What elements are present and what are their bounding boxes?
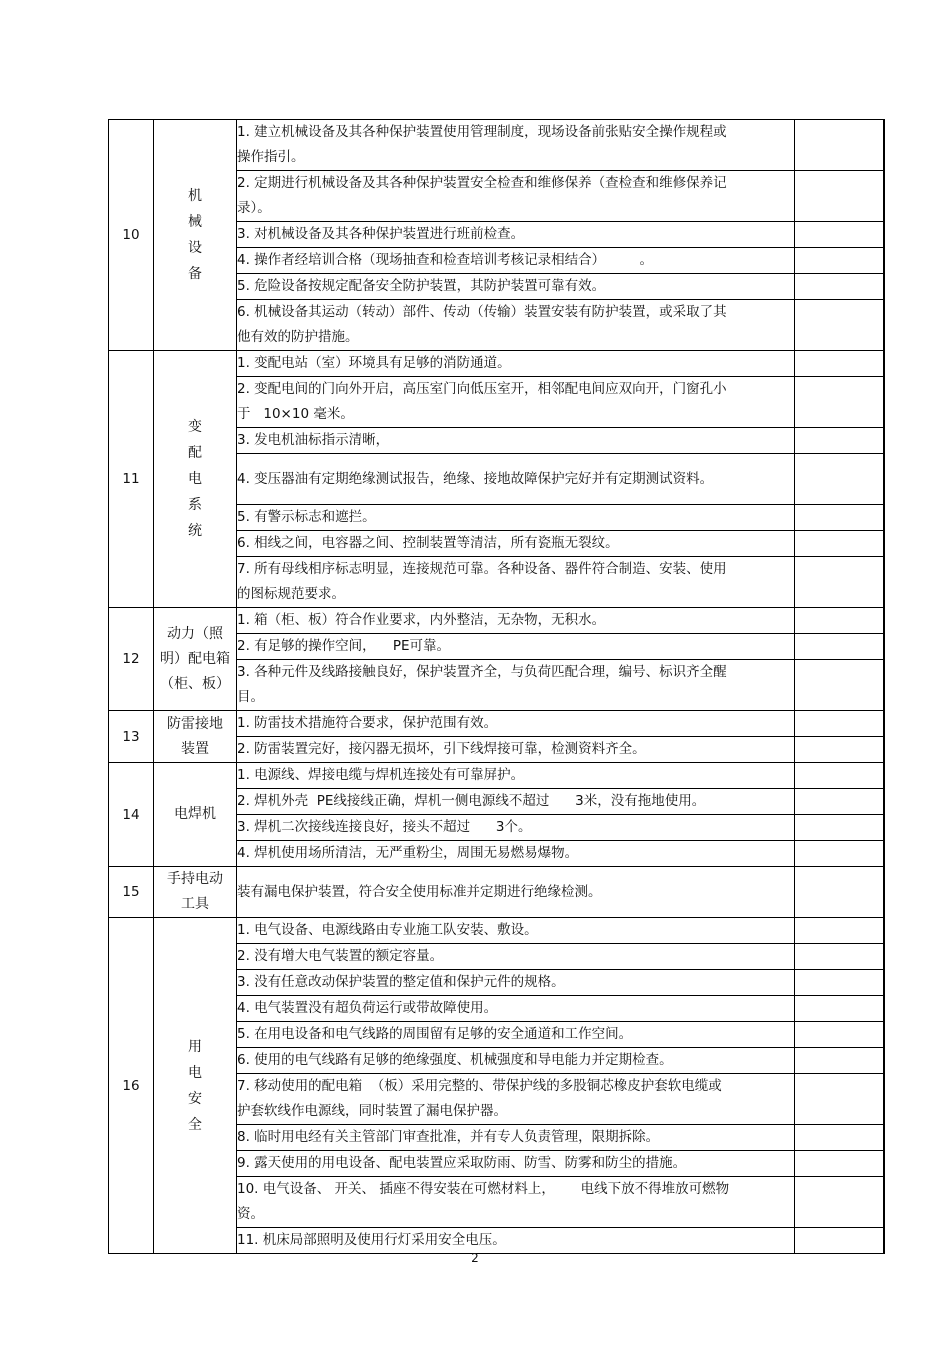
item-number: 11 [109,351,154,608]
requirement-text: 8. 临时用电经有关主管部门审查批准，并有专人负责管理，限期拆除。 [237,1125,795,1151]
check-cell[interactable] [795,711,884,737]
check-cell[interactable] [795,1177,884,1228]
requirement-text: 1. 防雷技术措施符合要求，保护范围有效。 [237,711,795,737]
requirement-text: 11. 机床局部照明及使用行灯采用安全电压。 [237,1228,795,1254]
category-label: 手持电动工具 [154,867,237,918]
check-cell[interactable] [795,1048,884,1074]
requirement-text: 1. 箱（柜、板）符合作业要求，内外整洁，无杂物，无积水。 [237,608,795,634]
requirement-text: 3. 焊机二次接线连接良好，接头不超过 3个。 [237,815,795,841]
check-cell[interactable] [795,300,884,351]
requirement-text: 4. 变压器油有定期绝缘测试报告，绝缘、接地故障保护完好并有定期测试资料。 [237,454,795,505]
table-row [109,120,884,171]
item-number: 16 [109,918,154,1254]
requirement-text: 3. 发电机油标指示清晰， [237,428,795,454]
category-label: 防雷接地装置 [154,711,237,763]
check-cell[interactable] [795,970,884,996]
check-cell[interactable] [795,1151,884,1177]
check-cell[interactable] [795,815,884,841]
requirement-text: 1. 变配电站（室）环境具有足够的消防通道。 [237,351,795,377]
requirement-text: 4. 电气装置没有超负荷运行或带故障使用。 [237,996,795,1022]
category-label: 电焊机 [154,763,237,867]
table-row [109,763,884,789]
check-cell[interactable] [795,634,884,660]
requirement-text: 4. 焊机使用场所清洁，无严重粉尘，周围无易燃易爆物。 [237,841,795,867]
requirement-text: 7. 移动使用的配电箱 （板）采用完整的、带保护线的多股铜芯橡皮护套软电缆或护套软线作电源线，同时装置了漏电保护器。 [237,1074,795,1125]
category-label: 动力（照明）配电箱（柜、板） [154,608,237,711]
requirement-text: 4. 操作者经培训合格（现场抽查和检查培训考核记录相结合） 。 [237,248,795,274]
check-cell[interactable] [795,996,884,1022]
requirement-text: 6. 使用的电气线路有足够的绝缘强度、机械强度和导电能力并定期检查。 [237,1048,795,1074]
requirement-text: 2. 防雷装置完好，接闪器无损坏，引下线焊接可靠，检测资料齐全。 [237,737,795,763]
requirement-text: 9. 露天使用的用电设备、配电装置应采取防雨、防雪、防雾和防尘的措施。 [237,1151,795,1177]
requirement-text: 6. 相线之间，电容器之间、控制装置等清洁，所有瓷瓶无裂纹。 [237,531,795,557]
check-cell[interactable] [795,377,884,428]
check-cell[interactable] [795,1022,884,1048]
requirement-text: 2. 定期进行机械设备及其各种保护装置安全检查和维修保养（查检查和维修保养记录）。 [237,171,795,222]
check-cell[interactable] [795,505,884,531]
requirement-text: 3. 没有任意改动保护装置的整定值和保护元件的规格。 [237,970,795,996]
table-row [109,918,884,944]
check-cell[interactable] [795,557,884,608]
check-cell[interactable] [795,428,884,454]
check-cell[interactable] [795,763,884,789]
check-cell[interactable] [795,1074,884,1125]
table-row [109,711,884,737]
requirement-text: 7. 所有母线相序标志明显，连接规范可靠。各种设备、器件符合制造、安装、使用的图标规范要求。 [237,557,795,608]
requirement-text: 2. 焊机外壳 PE线接线正确，焊机一侧电源线不超过 3米，没有拖地使用。 [237,789,795,815]
category-label: 机 械 设 备 [154,120,237,351]
check-cell[interactable] [795,351,884,377]
check-cell[interactable] [795,120,884,171]
requirement-text: 2. 有足够的操作空间， PE可靠。 [237,634,795,660]
category-label: 变 配 电 系 统 [154,351,237,608]
requirement-text: 2. 变配电间的门向外开启，高压室门向低压室开，相邻配电间应双向开，门窗孔小于 10×10 毫米。 [237,377,795,428]
check-cell[interactable] [795,531,884,557]
check-cell[interactable] [795,222,884,248]
requirement-text: 2. 没有增大电气装置的额定容量。 [237,944,795,970]
check-cell[interactable] [795,1125,884,1151]
check-cell[interactable] [795,660,884,711]
requirement-text: 1. 电源线、焊接电缆与焊机连接处有可靠屏护。 [237,763,795,789]
requirement-text: 5. 有警示标志和遮拦。 [237,505,795,531]
requirement-text: 5. 在用电设备和电气线路的周围留有足够的安全通道和工作空间。 [237,1022,795,1048]
requirement-text: 5. 危险设备按规定配备安全防护装置，其防护装置可靠有效。 [237,274,795,300]
requirement-text: 1. 电气设备、电源线路由专业施工队安装、敷设。 [237,918,795,944]
check-cell[interactable] [795,944,884,970]
page-number: 2 [471,1251,479,1265]
check-cell[interactable] [795,841,884,867]
check-cell[interactable] [795,737,884,763]
check-cell[interactable] [795,867,884,918]
safety-checklist-table [108,119,885,1254]
item-number: 15 [109,867,154,918]
requirement-text: 6. 机械设备其运动（转动）部件、传动（传输）装置安装有防护装置，或采取了其他有效的防护措施。 [237,300,795,351]
check-cell[interactable] [795,248,884,274]
table-row [109,867,884,918]
requirement-text: 装有漏电保护装置，符合安全使用标准并定期进行绝缘检测。 [237,867,795,918]
requirement-text: 3. 各种元件及线路接触良好，保护装置齐全，与负荷匹配合理，编号、标识齐全醒目。 [237,660,795,711]
check-cell[interactable] [795,608,884,634]
requirement-text: 1. 建立机械设备及其各种保护装置使用管理制度，现场设备前张贴安全操作规程或操作指引。 [237,120,795,171]
check-cell[interactable] [795,454,884,505]
item-number: 13 [109,711,154,763]
requirement-text: 3. 对机械设备及其各种保护装置进行班前检查。 [237,222,795,248]
category-label: 用 电 安 全 [154,918,237,1254]
check-cell[interactable] [795,789,884,815]
check-cell[interactable] [795,171,884,222]
check-cell[interactable] [795,1228,884,1254]
table-row [109,608,884,634]
check-cell[interactable] [795,274,884,300]
item-number: 12 [109,608,154,711]
requirement-text: 10. 电气设备、 开关、 插座不得安装在可燃材料上， 电线下放不得堆放可燃物资。 [237,1177,795,1228]
check-cell[interactable] [795,918,884,944]
item-number: 10 [109,120,154,351]
item-number: 14 [109,763,154,867]
table-row [109,351,884,377]
